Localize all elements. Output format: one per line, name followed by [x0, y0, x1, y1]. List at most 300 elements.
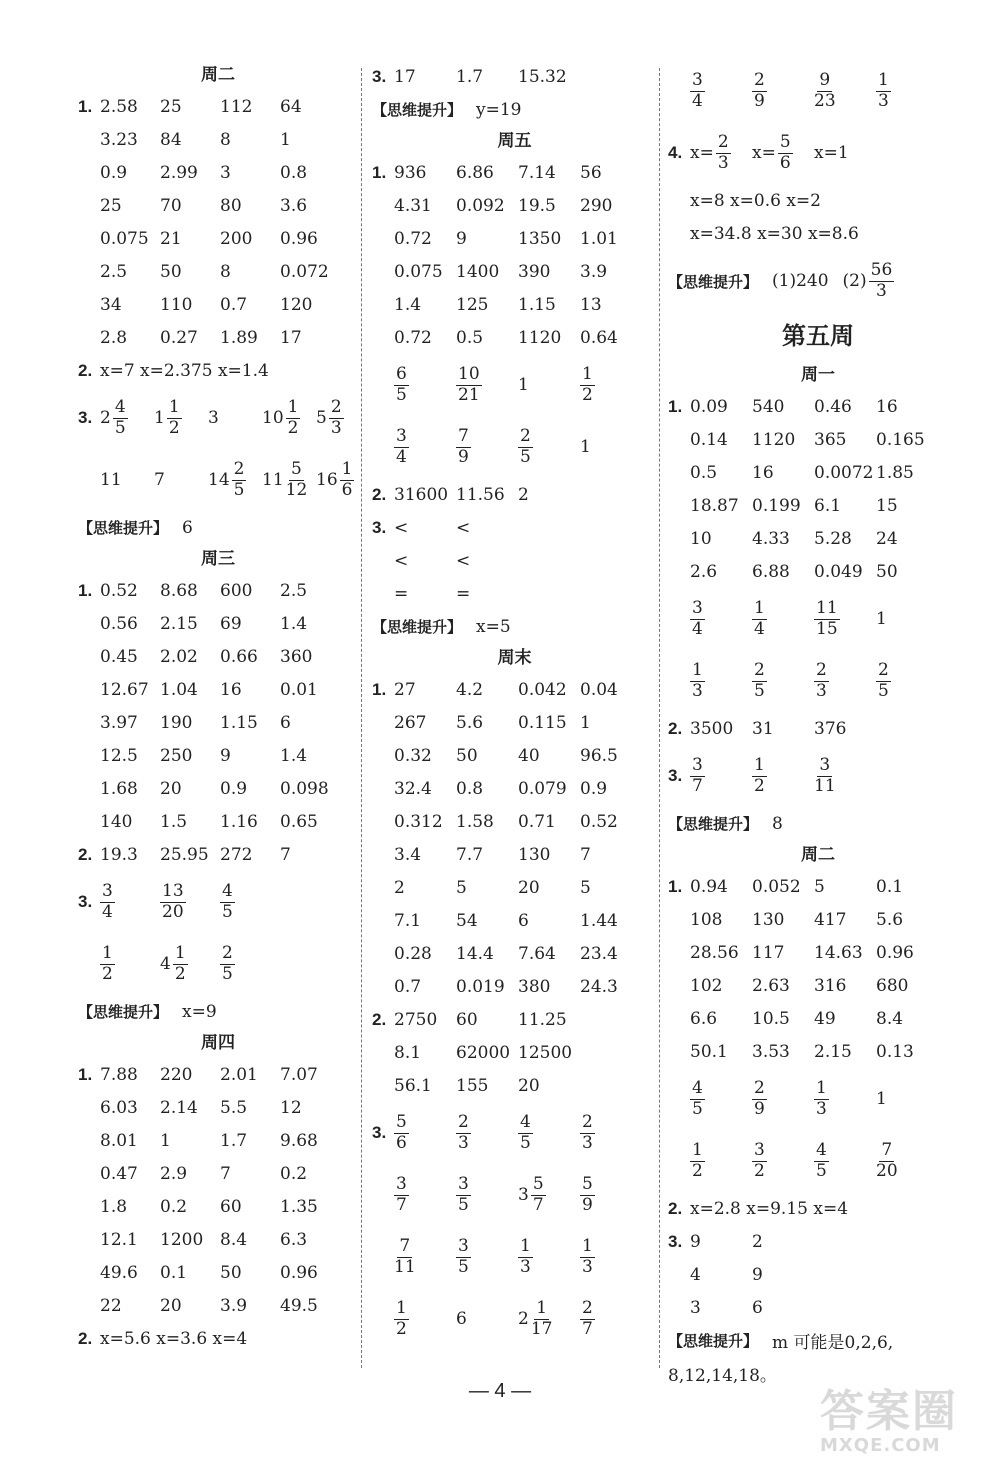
answer-cell: 0.042	[518, 679, 567, 700]
answer-cell: 0.94	[690, 876, 728, 897]
answer-cell: 220	[160, 1064, 193, 1085]
fraction	[814, 71, 836, 111]
answer-cell: 24	[876, 528, 898, 549]
answer-cell	[316, 460, 370, 500]
answer-row	[78, 1058, 358, 1091]
answer-cell	[208, 408, 262, 428]
answer-cell: <	[394, 517, 409, 538]
fraction	[690, 661, 705, 701]
whole-part: 1	[876, 1089, 887, 1109]
numerator: 3	[458, 1174, 469, 1195]
fraction-row	[372, 416, 657, 478]
answer-cell	[394, 1112, 456, 1153]
answer-cell	[394, 1236, 456, 1277]
section-heading: 周二	[201, 65, 235, 85]
answer-cell: 2.99	[160, 162, 198, 183]
answer-cell: 31	[752, 718, 774, 739]
answer-cell	[580, 437, 642, 457]
fraction	[394, 1175, 409, 1215]
fraction-answer	[456, 1175, 471, 1215]
answer-row	[78, 805, 358, 838]
thinking-row	[78, 511, 358, 544]
fraction	[113, 398, 128, 438]
answer-row	[78, 739, 358, 772]
answer-text: x=2.8 x=9.15 x=4	[690, 1198, 849, 1219]
answer-row	[78, 90, 358, 123]
answer-cell: 1	[280, 129, 291, 150]
fraction-answer	[456, 1237, 471, 1277]
answer-row	[78, 288, 358, 321]
question-number: 1.	[668, 876, 683, 896]
fraction-answer	[208, 408, 221, 428]
answer-cell: 0.9	[220, 778, 248, 799]
fraction-answer	[518, 1175, 546, 1215]
answer-cell: 0.079	[518, 778, 567, 799]
fraction	[690, 599, 705, 639]
answer-cell	[690, 755, 752, 796]
denominator: 3	[520, 1257, 531, 1277]
fraction-answer	[814, 661, 829, 701]
answer-cell: 6.88	[752, 561, 790, 582]
fraction-answer	[843, 261, 895, 301]
answer-cell: 16	[220, 679, 242, 700]
fraction-answer	[752, 599, 767, 639]
answer-cell: 2.5	[280, 580, 308, 601]
question-number: 2.	[78, 1328, 93, 1348]
fraction	[580, 1237, 595, 1277]
answer-cell: 1120	[752, 429, 796, 450]
denominator: 2	[174, 963, 186, 984]
fraction-answer	[100, 882, 115, 922]
denominator: 5	[520, 447, 531, 467]
whole-part: 1	[876, 609, 887, 629]
answer-cell: 936	[394, 162, 427, 183]
answer-row	[78, 838, 358, 871]
fraction-row	[668, 650, 968, 712]
denominator: 5	[114, 417, 126, 438]
fraction-row	[372, 1226, 657, 1288]
denominator: 4	[102, 902, 113, 922]
numerator: 2	[458, 1112, 469, 1133]
answer-cell: 4.31	[394, 195, 432, 216]
fraction	[456, 1237, 471, 1277]
thinking-answer: x=5	[476, 616, 511, 637]
answer-cell: 20	[518, 877, 540, 898]
answer-cell: 3.97	[100, 712, 138, 733]
answer-cell: 8.68	[160, 580, 198, 601]
answer-cell: 0.1	[160, 1262, 188, 1283]
answer-row	[668, 1192, 968, 1225]
numerator: 3	[692, 755, 703, 776]
answer-cell	[518, 375, 580, 395]
answer-cell	[208, 460, 262, 500]
answer-cell: 6.3	[280, 1229, 308, 1250]
whole-part: 11	[100, 470, 122, 490]
fraction-answer	[580, 1175, 595, 1215]
answer-cell: 17	[394, 66, 416, 87]
answer-row	[668, 423, 968, 456]
answer-row	[78, 354, 358, 387]
numerator: 5	[396, 1112, 407, 1133]
fraction-answer	[690, 599, 705, 639]
question-number: 1.	[668, 396, 683, 416]
question-number: 2.	[668, 1198, 683, 1218]
answer-cell: 2.02	[160, 646, 198, 667]
answer-cell: 0.092	[456, 195, 505, 216]
fraction-answer	[876, 1141, 898, 1181]
thinking-row	[372, 610, 657, 643]
fraction-answer	[752, 1141, 767, 1181]
fraction-answer	[394, 1113, 409, 1153]
answer-column-1	[78, 60, 358, 1355]
answer-row	[78, 1289, 358, 1322]
answer-cell: 12	[280, 1097, 302, 1118]
answer-row	[668, 456, 968, 489]
answer-cell: 5	[814, 876, 825, 897]
answer-cell: 140	[100, 811, 133, 832]
answer-cell: 16	[752, 462, 774, 483]
answer-cell: 9	[456, 228, 467, 249]
fraction-answer	[690, 661, 705, 701]
thinking-answer	[843, 261, 895, 301]
answer-cell: 0.04	[580, 679, 618, 700]
answer-row	[372, 511, 657, 544]
denominator: 4	[396, 447, 407, 467]
answer-cell: 540	[752, 396, 785, 417]
answer-cell: 0.9	[580, 778, 608, 799]
question-number: 1.	[372, 162, 387, 182]
answer-cell: 0.45	[100, 646, 138, 667]
answer-cell	[752, 1078, 814, 1119]
fraction-answer	[580, 1237, 595, 1277]
denominator: 9	[754, 91, 765, 111]
answer-cell	[456, 1236, 518, 1277]
denominator: 3	[582, 1133, 593, 1153]
answer-text: x=8 x=0.6 x=2	[690, 190, 821, 211]
numerator: 1	[754, 755, 765, 776]
answer-cell: <	[456, 517, 471, 538]
denominator: 2	[168, 417, 180, 438]
answer-cell: 200	[220, 228, 253, 249]
answer-cell: 2.63	[752, 975, 790, 996]
answer-cell	[100, 943, 160, 984]
thinking-row	[668, 250, 968, 312]
fraction	[394, 365, 409, 405]
column-divider-1	[361, 68, 362, 1368]
denominator: 3	[876, 280, 887, 301]
whole-part: 2	[518, 1309, 529, 1329]
answer-row	[372, 222, 657, 255]
numerator: 1	[536, 1297, 548, 1318]
numerator: 7	[458, 426, 469, 447]
denominator: 7	[396, 1195, 407, 1215]
fraction-answer	[160, 944, 188, 984]
answer-cell: 69	[220, 613, 242, 634]
answer-row	[78, 222, 358, 255]
numerator: 1	[341, 458, 353, 479]
answer-cell	[752, 1140, 814, 1181]
section-heading: 周二	[801, 845, 835, 865]
numerator: 2	[582, 1112, 593, 1133]
answer-row	[78, 574, 358, 607]
denominator: 6	[341, 479, 353, 500]
answer-cell: 0.72	[394, 327, 432, 348]
whole-part: 5	[316, 408, 327, 428]
answer-cell: 0.28	[394, 943, 432, 964]
answer-row	[78, 156, 358, 189]
fraction	[814, 1141, 829, 1181]
fraction	[580, 1175, 595, 1215]
question-number: 4.	[668, 143, 683, 162]
fraction	[869, 261, 895, 301]
answer-cell	[518, 426, 580, 467]
answer-cell: 108	[690, 909, 723, 930]
question-number: 1.	[372, 679, 387, 699]
answer-cell	[814, 70, 876, 111]
answer-cell: 3	[690, 1297, 701, 1318]
answer-row	[372, 904, 657, 937]
answer-cell: 0.96	[280, 1262, 318, 1283]
answer-cell: 15	[876, 495, 898, 516]
answer-cell: 272	[220, 844, 253, 865]
fraction-row	[78, 449, 358, 511]
fraction	[814, 661, 829, 701]
fraction	[394, 1299, 409, 1339]
fraction-answer	[580, 1113, 595, 1153]
denominator: 7	[692, 776, 703, 796]
answer-cell: 12.1	[100, 1229, 138, 1250]
answer-cell	[518, 1175, 580, 1215]
numerator: 2	[233, 458, 245, 479]
answer-cell: 7.7	[456, 844, 484, 865]
answer-cell	[456, 426, 518, 467]
numerator: 4	[114, 396, 126, 417]
question-number: 3.	[668, 766, 683, 785]
answer-cell	[580, 1298, 642, 1339]
numerator: 1	[692, 1140, 703, 1161]
answer-cell: 96.5	[580, 745, 618, 766]
answer-cell: 0.14	[690, 429, 728, 450]
denominator: 5	[233, 479, 245, 500]
answer-cell: 1.4	[280, 745, 308, 766]
answer-cell: 0.52	[100, 580, 138, 601]
whole-part: 2	[100, 408, 111, 428]
answer-column-2	[372, 60, 657, 1350]
fraction	[100, 882, 115, 922]
answer-cell: 17	[280, 327, 302, 348]
numerator: 2	[222, 943, 233, 964]
answer-cell	[752, 70, 814, 111]
answer-cell: 0.199	[752, 495, 801, 516]
answer-cell: 1.85	[876, 462, 914, 483]
fraction	[531, 1299, 553, 1339]
answer-cell	[580, 364, 642, 405]
fraction-answer	[518, 1299, 552, 1339]
fraction-answer	[752, 133, 793, 173]
whole-part: 1	[518, 375, 529, 395]
answer-cell: 31600	[394, 484, 449, 505]
fraction-answer	[160, 882, 186, 922]
answer-cell: 23.4	[580, 943, 618, 964]
fraction	[531, 1175, 546, 1215]
fraction-answer	[752, 661, 767, 701]
denominator: 3	[878, 91, 889, 111]
fraction-row	[78, 871, 358, 933]
numerator: 2	[582, 1298, 593, 1319]
fraction-answer	[876, 661, 891, 701]
answer-cell: 1.8	[100, 1196, 128, 1217]
fraction	[690, 1079, 705, 1119]
answer-cell: 1.7	[220, 1130, 248, 1151]
answer-cell: 21	[160, 228, 182, 249]
answer-row	[78, 321, 358, 354]
fraction	[752, 1141, 767, 1181]
answer-row	[668, 1225, 968, 1258]
answer-row	[372, 255, 657, 288]
answer-cell: 1.58	[456, 811, 494, 832]
denominator: 5	[692, 1099, 703, 1119]
answer-row	[372, 544, 657, 577]
fraction-answer	[518, 375, 531, 395]
thinking-label: 【思维提升】	[372, 101, 463, 119]
answer-row	[78, 1124, 358, 1157]
prefix: x=1	[814, 143, 849, 163]
denominator: 23	[814, 91, 836, 111]
answer-row	[372, 706, 657, 739]
answer-cell: 6	[752, 1297, 763, 1318]
denominator: 9	[458, 447, 469, 467]
answer-cell: 20	[518, 1075, 540, 1096]
answer-cell: 7	[220, 1163, 231, 1184]
answer-cell: 0.2	[280, 1163, 308, 1184]
fraction-row	[78, 387, 358, 449]
answer-row	[78, 772, 358, 805]
answer-cell: 360	[280, 646, 313, 667]
answer-cell: 112	[220, 96, 253, 117]
answer-cell: 8.4	[876, 1008, 904, 1029]
answer-cell	[876, 660, 938, 701]
answer-cell	[580, 1174, 642, 1215]
fraction-answer	[220, 944, 235, 984]
fraction	[220, 944, 235, 984]
fraction-answer	[100, 944, 115, 984]
answer-row	[372, 60, 657, 93]
fraction	[286, 398, 301, 438]
denominator: 4	[692, 91, 703, 111]
answer-cell	[690, 598, 752, 639]
answer-cell	[262, 398, 316, 438]
answer-row	[668, 390, 968, 423]
answer-cell: 60	[456, 1009, 478, 1030]
fraction-row	[668, 122, 968, 184]
answer-cell: 4.33	[752, 528, 790, 549]
answer-cell: 1350	[518, 228, 562, 249]
answer-cell: 2	[518, 484, 529, 505]
answer-row	[668, 184, 968, 217]
answer-row	[668, 555, 968, 588]
answer-cell: 0.1	[876, 876, 904, 897]
fraction-row	[668, 1130, 968, 1192]
question-number: 3.	[372, 66, 387, 86]
answer-cell: 20	[160, 1295, 182, 1316]
denominator: 20	[876, 1161, 898, 1181]
answer-cell: 1.89	[220, 327, 258, 348]
answer-cell: =	[394, 583, 409, 604]
watermark-logo	[820, 1375, 990, 1455]
numerator: 1	[102, 943, 113, 964]
fraction-answer	[220, 882, 235, 922]
answer-cell: 7	[280, 844, 291, 865]
answer-cell: 8.01	[100, 1130, 138, 1151]
fraction-answer	[580, 365, 595, 405]
answer-cell	[160, 944, 220, 984]
numerator: 3	[396, 1174, 407, 1195]
denominator: 9	[582, 1195, 593, 1215]
denominator: 5	[222, 964, 233, 984]
fraction-answer	[876, 609, 889, 629]
fraction-answer	[262, 398, 300, 438]
answer-cell: 14.4	[456, 943, 494, 964]
section-heading: 周一	[801, 365, 835, 385]
answer-cell: 0.52	[580, 811, 618, 832]
answer-row	[78, 640, 358, 673]
fraction	[456, 365, 482, 405]
answer-cell: 0.019	[456, 976, 505, 997]
fraction	[173, 944, 188, 984]
fraction-answer	[154, 470, 167, 490]
answer-cell	[690, 1140, 752, 1181]
answer-cell: 6.86	[456, 162, 494, 183]
answer-cell	[100, 881, 160, 922]
fraction	[456, 1175, 471, 1215]
fraction	[690, 1141, 705, 1181]
fraction-row	[372, 1288, 657, 1350]
answer-cell: 0.46	[814, 396, 852, 417]
answer-cell: 84	[160, 129, 182, 150]
answer-row	[372, 937, 657, 970]
answer-cell	[456, 1174, 518, 1215]
answer-cell: 0.7	[394, 976, 422, 997]
answer-cell: 0.098	[280, 778, 329, 799]
fraction	[690, 756, 705, 796]
thinking-label: 【思维提升】	[668, 272, 759, 291]
answer-cell: 1	[580, 712, 591, 733]
answer-cell: 15.32	[518, 66, 567, 87]
answer-row	[78, 1091, 358, 1124]
answer-cell: 250	[160, 745, 193, 766]
answer-cell	[690, 660, 752, 701]
fraction	[814, 1079, 829, 1119]
answer-cell	[394, 426, 456, 467]
answer-cell: 27	[394, 679, 416, 700]
denominator: 5	[520, 1133, 531, 1153]
answer-cell: 14.63	[814, 942, 863, 963]
fraction-row	[668, 1068, 968, 1130]
numerator: 4	[222, 881, 233, 902]
answer-row	[372, 838, 657, 871]
section-heading: 周末	[497, 648, 532, 668]
answer-cell: 1.01	[580, 228, 618, 249]
answer-cell: 1.68	[100, 778, 138, 799]
fraction-row	[372, 354, 657, 416]
fraction-answer	[394, 1175, 409, 1215]
answer-cell: 24.3	[580, 976, 618, 997]
answer-cell: 316	[814, 975, 847, 996]
numerator: 6	[396, 364, 407, 385]
answer-cell: 5.6	[876, 909, 904, 930]
answer-cell: 18.87	[690, 495, 739, 516]
fraction-answer	[814, 599, 840, 639]
